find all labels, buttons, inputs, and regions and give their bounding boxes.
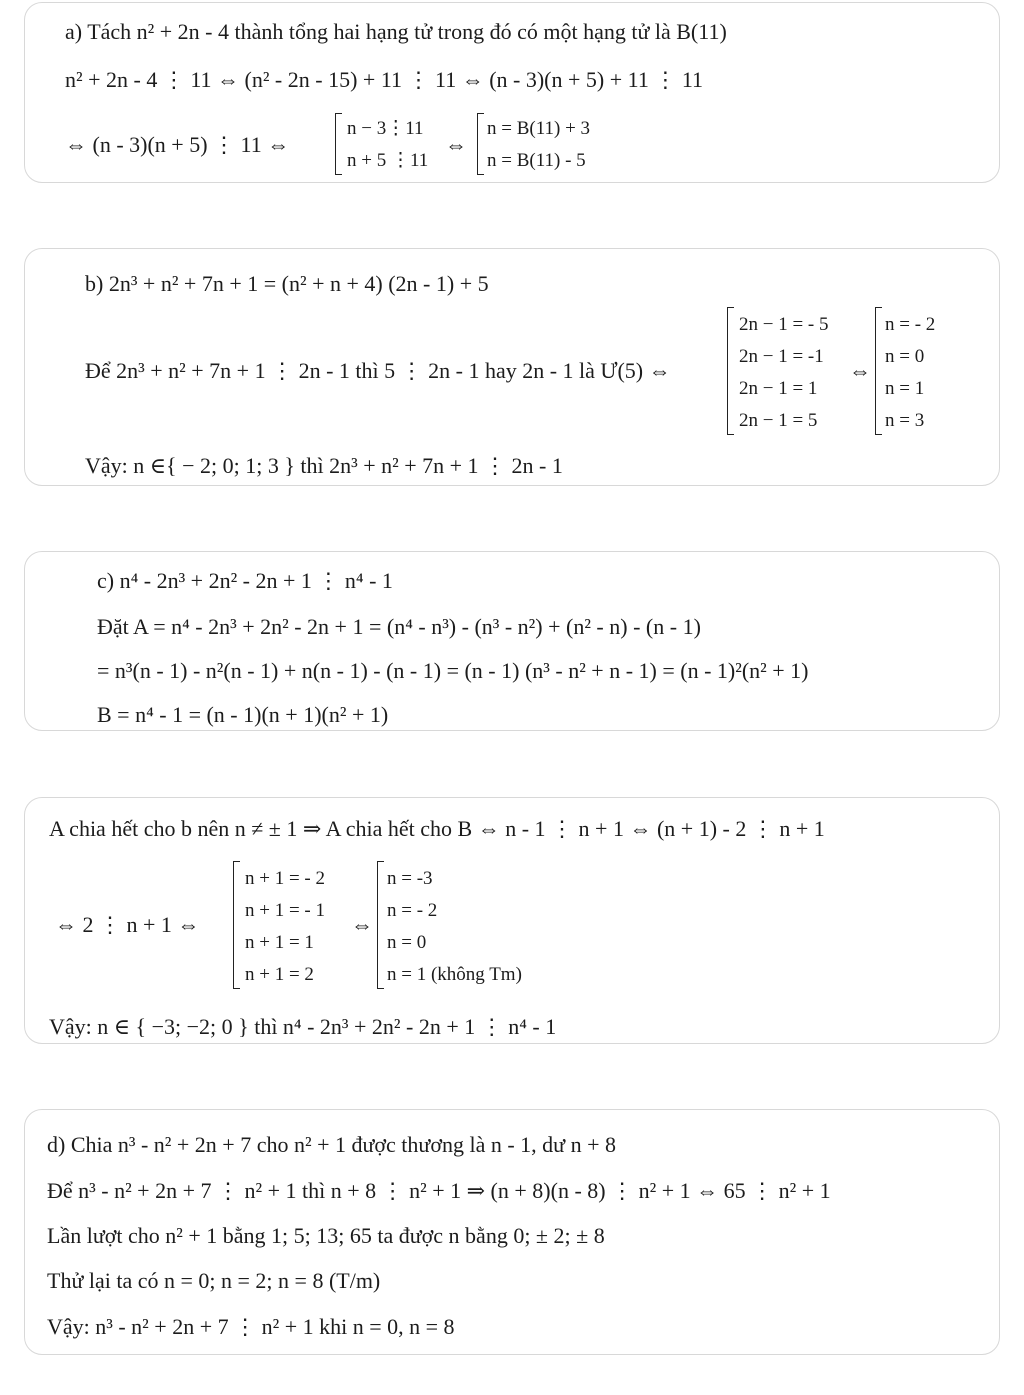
- part-b-system-2: [875, 307, 975, 437]
- system-line: n + 1 = - 2: [245, 868, 326, 889]
- system-line: 2n − 1 = -1: [739, 346, 824, 367]
- part-a-system-1: [335, 113, 455, 175]
- part-a-line-2: n² + 2n - 4 ⋮ 11 ⇔ (n² - 2n - 15) + 11 ⋮ 11 ⇔ (n - 3)(n + 5) + 11 ⋮ 11: [65, 67, 703, 92]
- part-d-line-5: Vậy: n³ - n² + 2n + 7 ⋮ n² + 1 khi n = 0, n = 8: [47, 1314, 455, 1339]
- system-line: 2n − 1 = 5: [739, 410, 818, 431]
- system-line: n = 3: [885, 410, 925, 431]
- part-c2-line-2: ⇔ 2 ⋮ n + 1 ⇔: [55, 912, 200, 937]
- system-line: n = - 2: [885, 314, 936, 335]
- part-a-line-3: ⇔ (n - 3)(n + 5) ⋮ 11 ⇔: [65, 132, 290, 157]
- part-b-line-1: b) 2n³ + n² + 7n + 1 = (n² + n + 4) (2n - 1) + 5: [85, 271, 489, 296]
- equivalence-arrow: ⇔: [351, 912, 373, 937]
- part-d-line-1: d) Chia n³ - n² + 2n + 7 cho n² + 1 được thương là n - 1, dư n + 8: [47, 1132, 617, 1157]
- part-c-line-4: B = n⁴ - 1 = (n - 1)(n + 1)(n² + 1): [97, 702, 389, 727]
- system-line: n = 1 (không Tm): [387, 964, 522, 985]
- system-line: 2n − 1 = - 5: [739, 314, 829, 335]
- part-d-line-2: Để n³ - n² + 2n + 7 ⋮ n² + 1 thì n + 8 ⋮ n² + 1 ⇒ (n + 8)(n - 8) ⋮ n² + 1 ⇔ 65 ⋮ n² + 1: [47, 1178, 831, 1203]
- system-line: n = B(11) - 5: [487, 150, 586, 171]
- system-line: n = 0: [885, 346, 925, 367]
- part-a-line-1: a) Tách n² + 2n - 4 thành tổng hai hạng tử trong đó có một hạng tử là B(11): [65, 19, 727, 44]
- part-c-box: [24, 551, 1000, 731]
- system-line: n − 3⋮11: [347, 118, 424, 139]
- part-c-continued-box: [24, 797, 1000, 1044]
- part-c2-system-1: [233, 861, 363, 991]
- part-d-box: [24, 1109, 1000, 1355]
- part-c2-line-1: A chia hết cho b nên n ≠ ± 1 ⇒ A chia hết cho B ⇔ n - 1 ⋮ n + 1 ⇔ (n + 1) - 2 ⋮ n + 1: [49, 816, 825, 841]
- part-a-box: [24, 2, 1000, 183]
- system-line: n + 1 = 2: [245, 964, 314, 985]
- part-c-line-2: Đặt A = n⁴ - 2n³ + 2n² - 2n + 1 = (n⁴ - n³) - (n³ - n²) + (n² - n) - (n - 1): [97, 614, 701, 639]
- system-line: n = 0: [387, 932, 427, 953]
- equivalence-arrow: ⇔: [445, 132, 467, 157]
- system-line: n = 1: [885, 378, 925, 399]
- system-line: n = - 2: [387, 900, 438, 921]
- system-line: n + 5 ⋮11: [347, 150, 429, 171]
- part-d-line-3: Lần lượt cho n² + 1 bằng 1; 5; 13; 65 ta được n bằng 0; ± 2; ± 8: [47, 1223, 605, 1248]
- part-b-conclusion: Vậy: n ∈{ − 2; 0; 1; 3 } thì 2n³ + n² + 7n + 1 ⋮ 2n - 1: [85, 453, 563, 478]
- part-b-system-1: [727, 307, 857, 437]
- equivalence-arrow: ⇔: [849, 358, 871, 383]
- part-b-line-2: Để 2n³ + n² + 7n + 1 ⋮ 2n - 1 thì 5 ⋮ 2n - 1 hay 2n - 1 là Ư(5) ⇔: [85, 358, 671, 383]
- system-line: n + 1 = - 1: [245, 900, 326, 921]
- part-c-line-1: c) n⁴ - 2n³ + 2n² - 2n + 1 ⋮ n⁴ - 1: [97, 568, 393, 593]
- system-line: n + 1 = 1: [245, 932, 314, 953]
- part-c-line-3: = n³(n - 1) - n²(n - 1) + n(n - 1) - (n - 1) = (n - 1) (n³ - n² + n - 1) = (n - 1)²(n² + 1): [97, 658, 809, 683]
- part-d-line-4: Thử lại ta có n = 0; n = 2; n = 8 (T/m): [47, 1268, 381, 1293]
- system-line: n = B(11) + 3: [487, 118, 591, 139]
- part-a-system-2: [477, 113, 637, 175]
- part-c2-conclusion: Vậy: n ∈ { −3; −2; 0 } thì n⁴ - 2n³ + 2n² - 2n + 1 ⋮ n⁴ - 1: [49, 1014, 557, 1039]
- part-b-box: [24, 248, 1000, 486]
- system-line: n = -3: [387, 868, 433, 889]
- system-line: 2n − 1 = 1: [739, 378, 818, 399]
- part-c2-system-2: [377, 861, 547, 991]
